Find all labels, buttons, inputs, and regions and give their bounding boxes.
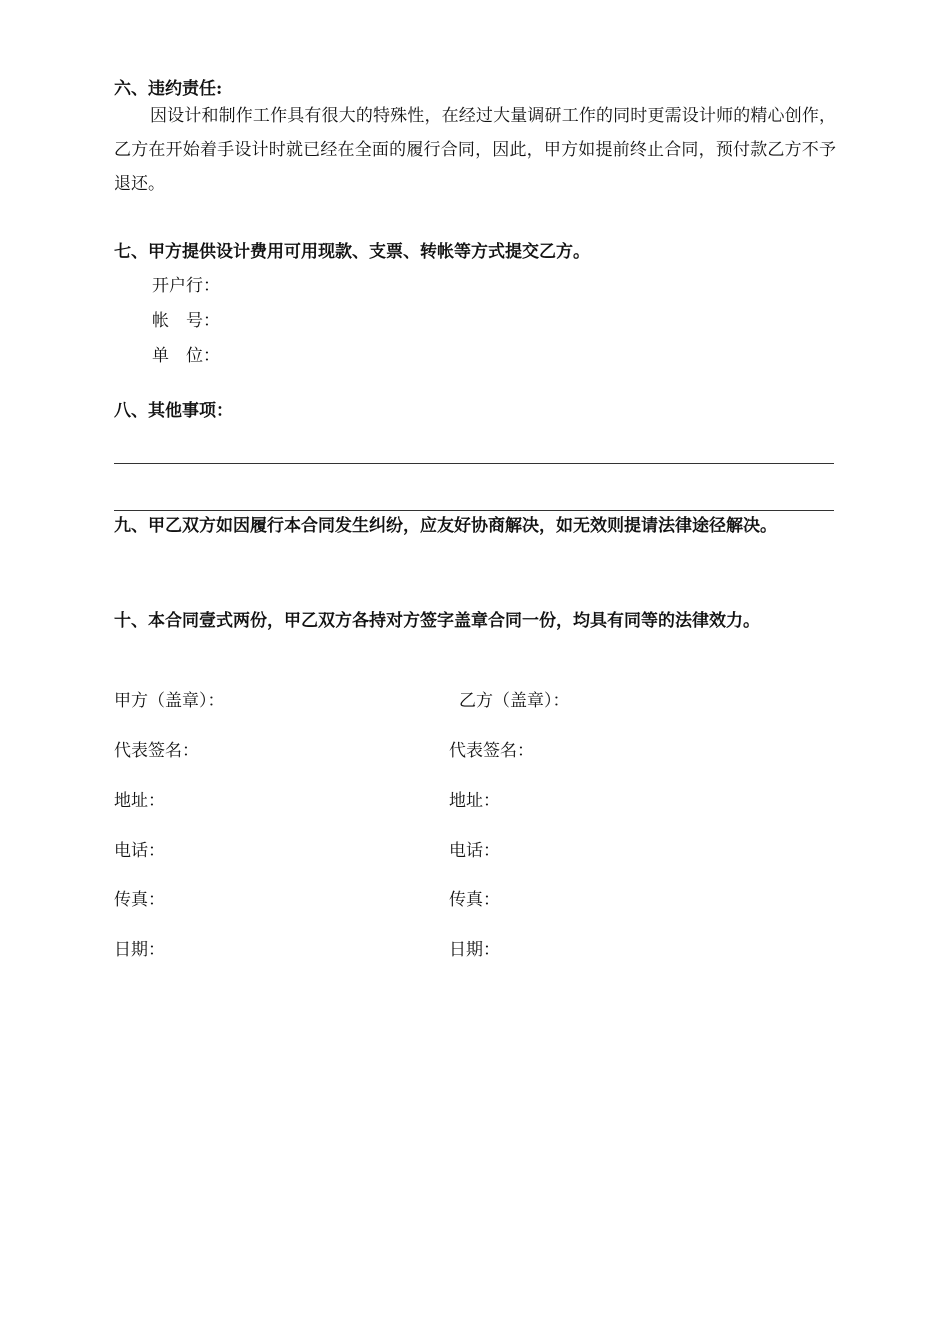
party-b-address: 地址： [449,791,500,811]
party-b-phone: 电话： [449,841,500,861]
party-b-date: 日期： [449,940,500,960]
account-label: 帐 号： [152,311,220,331]
party-b-title: 乙方（盖章）： [459,691,570,711]
party-a-phone: 电话： [114,841,165,861]
party-b-fax: 传真： [449,890,500,910]
party-a-fax: 传真： [114,890,165,910]
party-b-rep: 代表签名： [449,741,534,761]
section10-heading: 十、本合同壹式两份，甲乙双方各持对方签字盖章合同一份，均具有同等的法律效力。 [114,611,760,631]
party-a-address: 地址： [114,791,165,811]
party-a-date: 日期： [114,940,165,960]
section8-heading: 八、其他事项： [114,401,233,421]
party-a-title: 甲方（盖章）： [114,691,225,711]
section7-heading: 七、甲方提供设计费用可用现款、支票、转帐等方式提交乙方。 [114,242,590,262]
bank-label: 开户行： [152,276,220,296]
unit-label: 单 位： [152,346,220,366]
section6-heading: 六、违约责任: [114,79,223,99]
section9-heading: 九、甲乙双方如因履行本合同发生纠纷，应友好协商解决，如无效则提请法律途径解决。 [114,516,777,536]
blank-line-1 [114,463,834,464]
party-a-rep: 代表签名： [114,741,199,761]
section6-body: 因设计和制作工作具有很大的特殊性，在经过大量调研工作的同时更需设计师的精心创作，乙方在开始着手设计时就已经在全面的履行合同，因此，甲方如提前终止合同，预付款乙方不予退还。 [114,106,836,194]
